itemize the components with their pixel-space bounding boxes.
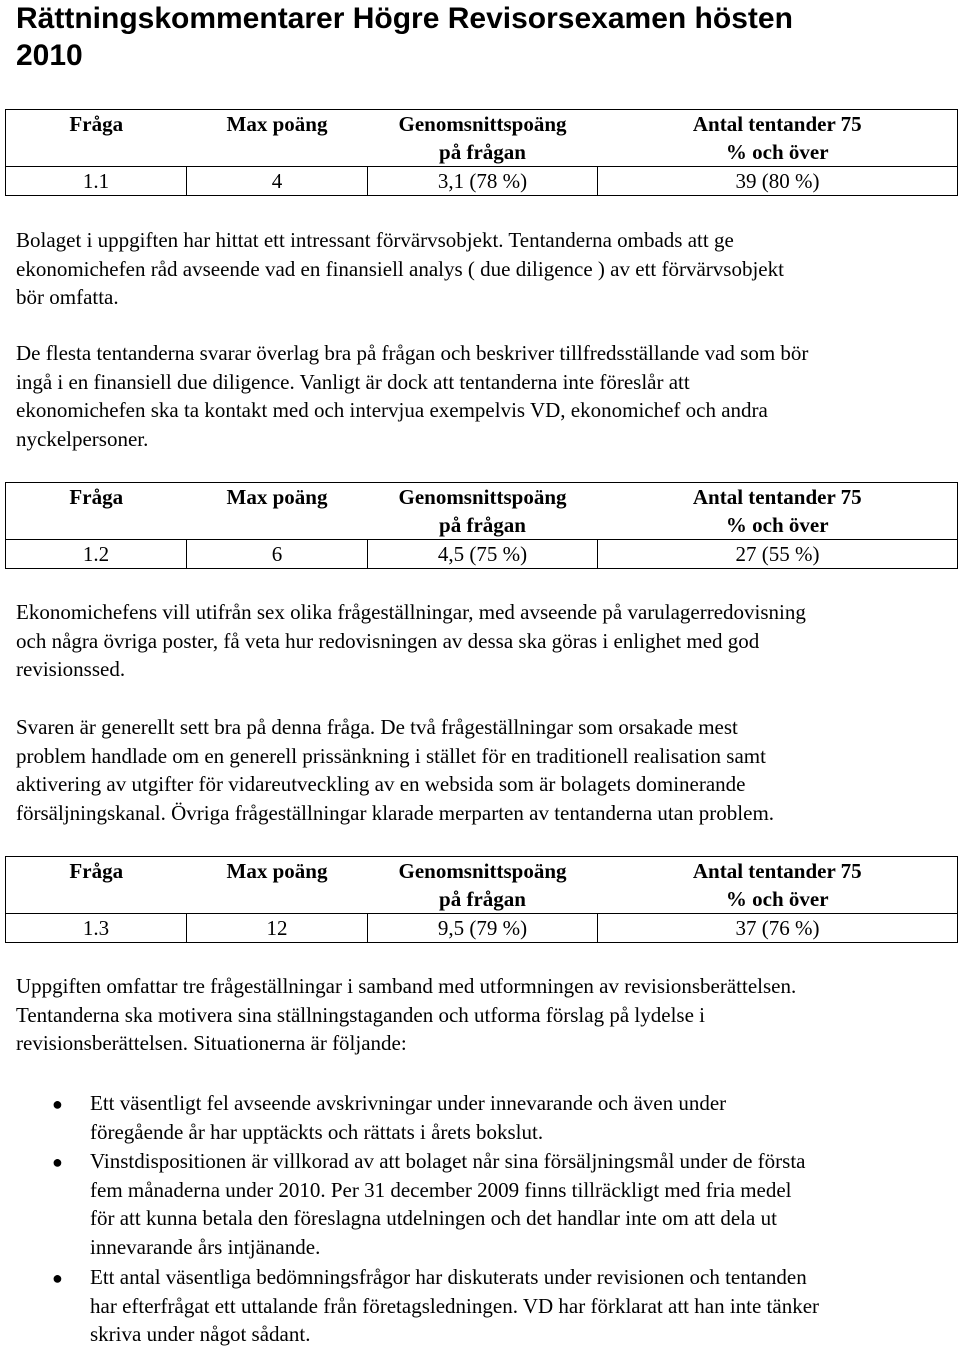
header-antal: Antal tentander 75 % och över [598, 110, 958, 167]
list-item: Ett väsentligt fel avseende avskrivningar under innevarande och även under föregående år har upptäckts och rättats i årets bokslut. [90, 1091, 727, 1144]
bullet-icon: ● [52, 1268, 63, 1288]
cell-snitt: 9,5 (79 %) [368, 914, 598, 943]
title-line-2: 2010 [16, 39, 83, 72]
header-snitt: Genomsnittspoäng på frågan [368, 857, 598, 914]
cell-antal: 27 (55 %) [598, 540, 958, 569]
header-snitt: Genomsnittspoäng på frågan [368, 110, 598, 167]
header-max: Max poäng [187, 483, 368, 540]
table-header-row [6, 857, 958, 914]
paragraph: Uppgiften omfattar tre frågeställningar i samband med utformningen av revisionsberättelsen. Tentanderna ska motivera sina ställningstaganden och utforma förslag på lydelse i revisionsberättelsen. Situationerna är följande: [16, 974, 797, 1056]
paragraph: De flesta tentanderna svarar överlag bra på frågan och beskriver tillfredsställande vad som bör ingå i en finansiell due diligence. Vanligt är dock att tentanderna inte föreslår att ekonomichefen ska ta kontakt med och intervjua exempelvis VD, ekonomichef och andra nyckelpersoner. [16, 341, 809, 451]
list-item: Vinstdispositionen är villkorad av att bolaget når sina försäljningsmål under de första fem månaderna under 2010. Per 31 december 2009 finns tillräckligt med fria medel för att kunna betala den föreslagna utdelningen och det handlar inte om att dela ut innevarande års intjänande. [90, 1149, 806, 1259]
header-antal: Antal tentander 75 % och över [598, 483, 958, 540]
table-row [6, 167, 958, 196]
table-header-row [6, 110, 958, 167]
header-max: Max poäng [187, 857, 368, 914]
cell-max: 6 [187, 540, 368, 569]
cell-antal: 37 (76 %) [598, 914, 958, 943]
header-fraga: Fråga [6, 483, 187, 540]
cell-max: 12 [187, 914, 368, 943]
header-fraga: Fråga [6, 857, 187, 914]
title-line-1: Rättningskommentarer Högre Revisorsexamen hösten [16, 2, 793, 35]
cell-snitt: 3,1 (78 %) [368, 167, 598, 196]
table-row [6, 540, 958, 569]
table-header-row [6, 483, 958, 540]
cell-snitt: 4,5 (75 %) [368, 540, 598, 569]
cell-fraga: 1.1 [6, 167, 187, 196]
cell-fraga: 1.2 [6, 540, 187, 569]
paragraph: Svaren är generellt sett bra på denna fråga. De två frågeställningar som orsakade mest problem handlade om en generell prissänkning i stället för en traditionell realisation samt aktivering av utgifter för vidareutveckling av en websida som är bolagets dominerande försäljningskanal. Övriga frågeställningar klarade merparten av tentanderna utan problem. [16, 715, 775, 825]
header-max: Max poäng [187, 110, 368, 167]
page-title [16, 0, 916, 74]
cell-max: 4 [187, 167, 368, 196]
paragraph: Bolaget i uppgiften har hittat ett intressant förvärvsobjekt. Tentanderna ombads att ge ekonomichefen råd avseende vad en finansiell analys ( due diligence ) av ett förvärvsobjekt bör omfatta. [16, 228, 784, 310]
cell-antal: 39 (80 %) [598, 167, 958, 196]
list-item: Ett antal väsentliga bedömningsfrågor har diskuterats under revisionen och tentanden har efterfrågat ett uttalande från företagsledningen. VD har förklarat att han inte tänker skriva under något sådant. [90, 1265, 820, 1347]
bullet-icon: ● [52, 1094, 63, 1114]
table-row [6, 914, 958, 943]
header-fraga: Fråga [6, 110, 187, 167]
header-snitt: Genomsnittspoäng på frågan [368, 483, 598, 540]
score-table-1-1 [5, 109, 958, 196]
score-table-1-2 [5, 482, 958, 569]
score-table-1-3 [5, 856, 958, 943]
paragraph: Ekonomichefens vill utifrån sex olika frågeställningar, med avseende på varulagerredovisning och några övriga poster, få veta hur redovisningen av dessa ska göras i enlighet med god revisionssed. [16, 600, 806, 682]
cell-fraga: 1.3 [6, 914, 187, 943]
header-antal: Antal tentander 75 % och över [598, 857, 958, 914]
bullet-icon: ● [52, 1152, 63, 1172]
